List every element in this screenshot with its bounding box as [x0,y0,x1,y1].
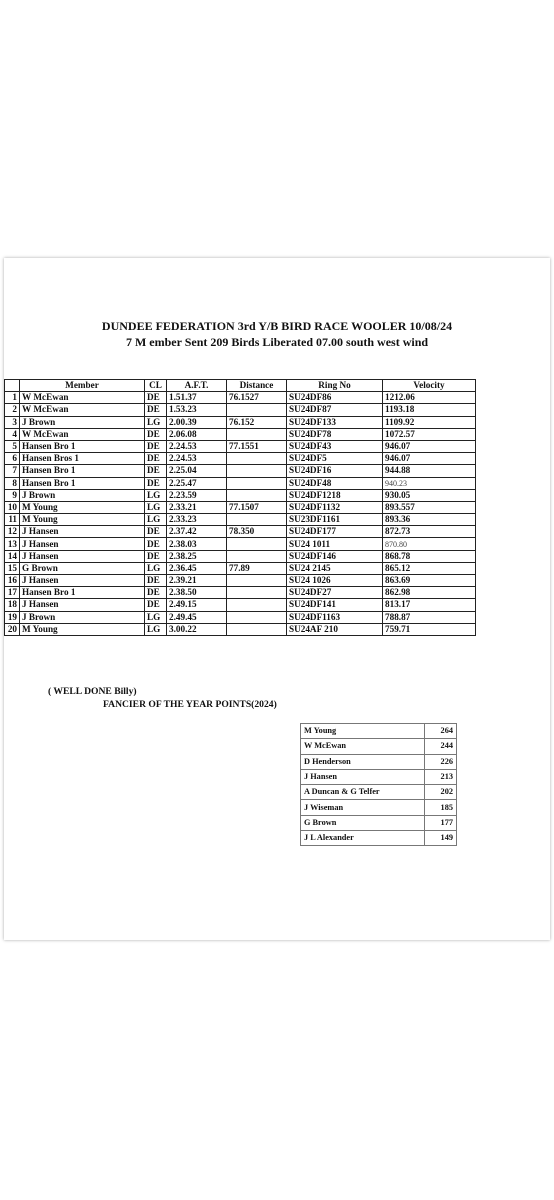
cell-ring-no: SU24 1011 [287,538,383,550]
cell-aft: 2.36.45 [167,562,227,574]
cell-ring-no: SU24DF5 [287,453,383,465]
cell-ring-no: SU24DF133 [287,416,383,428]
cell-distance [227,428,287,440]
cell-aft: 2.24.53 [167,453,227,465]
cell-distance: 77.89 [227,562,287,574]
fancier-name: J Hansen [301,769,425,784]
cell-member: J Brown [20,611,145,623]
list-item [301,754,457,769]
list-item [301,785,457,800]
fancier-name: W McEwan [301,739,425,754]
table-row [5,611,476,623]
cell-position: 5 [5,440,20,452]
cell-position: 15 [5,562,20,574]
table-row [5,562,476,574]
cell-member: G Brown [20,562,145,574]
cell-aft: 2.49.15 [167,599,227,611]
table-row [5,453,476,465]
cell-position: 8 [5,477,20,489]
cell-club: DE [145,453,167,465]
cell-member: Hansen Bro 1 [20,587,145,599]
cell-distance [227,623,287,635]
list-item [301,739,457,754]
cell-aft: 2.23.59 [167,489,227,501]
results-header-row [5,380,476,392]
fancier-name: M Young [301,724,425,739]
race-title: DUNDEE FEDERATION 3rd Y/B BIRD RACE WOOLER 10/08/24 [101,319,453,333]
cell-club: LG [145,623,167,635]
cell-velocity: 1072.57 [383,428,476,440]
cell-velocity: 865.12 [383,562,476,574]
cell-position: 4 [5,428,20,440]
list-item [301,800,457,815]
fancier-points: 149 [425,831,457,846]
cell-member: W McEwan [20,392,145,404]
cell-velocity: 759.71 [383,623,476,635]
cell-distance [227,550,287,562]
cell-club: LG [145,611,167,623]
cell-position: 11 [5,514,20,526]
table-row [5,550,476,562]
cell-aft: 2.37.42 [167,526,227,538]
cell-member: W McEwan [20,404,145,416]
cell-ring-no: SU24DF1218 [287,489,383,501]
cell-velocity: 893.36 [383,514,476,526]
cell-ring-no: SU24DF48 [287,477,383,489]
cell-club: DE [145,526,167,538]
points-table [300,723,457,846]
header-distance: Distance [227,380,287,392]
cell-ring-no: SU24DF141 [287,599,383,611]
cell-distance [227,587,287,599]
results-body [5,392,476,636]
cell-velocity: 868.78 [383,550,476,562]
cell-member: M Young [20,501,145,513]
table-row [5,587,476,599]
table-row [5,392,476,404]
cell-member: J Hansen [20,550,145,562]
cell-ring-no: SU24DF78 [287,428,383,440]
fancier-points: 213 [425,769,457,784]
race-subtitle: 7 M ember Sent 209 Birds Liberated 07.00 south west wind [125,335,429,349]
cell-distance: 76.1527 [227,392,287,404]
cell-ring-no: SU24 2145 [287,562,383,574]
table-row [5,538,476,550]
table-row [5,477,476,489]
table-row [5,526,476,538]
cell-ring-no: SU24AF 210 [287,623,383,635]
cell-member: M Young [20,514,145,526]
cell-position: 19 [5,611,20,623]
cell-aft: 2.38.50 [167,587,227,599]
cell-velocity: 930.05 [383,489,476,501]
cell-club: DE [145,392,167,404]
header-club: CL [145,380,167,392]
cell-position: 3 [5,416,20,428]
cell-distance [227,404,287,416]
cell-member: J Hansen [20,538,145,550]
header-member: Member [20,380,145,392]
cell-distance: 77.1507 [227,501,287,513]
cell-aft: 2.38.03 [167,538,227,550]
cell-aft: 1.51.37 [167,392,227,404]
table-row [5,501,476,513]
cell-member: J Brown [20,416,145,428]
cell-distance [227,514,287,526]
cell-velocity: 1109.92 [383,416,476,428]
cell-club: DE [145,599,167,611]
cell-member: Hansen Bro 1 [20,477,145,489]
cell-position: 7 [5,465,20,477]
header-aft: A.F.T. [167,380,227,392]
table-row [5,428,476,440]
cell-distance: 76.152 [227,416,287,428]
cell-velocity: 862.98 [383,587,476,599]
cell-club: DE [145,404,167,416]
cell-distance [227,599,287,611]
table-row [5,465,476,477]
header-velocity: Velocity [383,380,476,392]
fancier-name: G Brown [301,815,425,830]
cell-aft: 2.00.39 [167,416,227,428]
fancier-name: J Wiseman [301,800,425,815]
cell-distance [227,465,287,477]
cell-member: Hansen Bros 1 [20,453,145,465]
cell-member: J Hansen [20,599,145,611]
table-row [5,440,476,452]
fancier-name: D Henderson [301,754,425,769]
cell-distance [227,453,287,465]
cell-velocity: 893.557 [383,501,476,513]
cell-position: 17 [5,587,20,599]
cell-member: J Brown [20,489,145,501]
fancier-points: 185 [425,800,457,815]
cell-position: 13 [5,538,20,550]
table-row [5,404,476,416]
list-item [301,724,457,739]
cell-distance [227,538,287,550]
fancier-name: A Duncan & G Telfer [301,785,425,800]
cell-position: 1 [5,392,20,404]
cell-position: 18 [5,599,20,611]
cell-club: LG [145,514,167,526]
cell-club: DE [145,477,167,489]
cell-member: Hansen Bro 1 [20,465,145,477]
cell-ring-no: SU23DF1161 [287,514,383,526]
cell-member: Hansen Bro 1 [20,440,145,452]
cell-distance [227,611,287,623]
cell-ring-no: SU24DF1163 [287,611,383,623]
fancier-name: J L Alexander [301,831,425,846]
cell-position: 10 [5,501,20,513]
cell-ring-no: SU24DF87 [287,404,383,416]
cell-club: DE [145,440,167,452]
points-body [301,724,457,846]
cell-position: 16 [5,575,20,587]
table-row [5,416,476,428]
cell-ring-no: SU24DF43 [287,440,383,452]
cell-velocity: 1193.18 [383,404,476,416]
cell-position: 9 [5,489,20,501]
cell-club: LG [145,562,167,574]
cell-distance [227,575,287,587]
cell-distance [227,489,287,501]
cell-aft: 2.06.08 [167,428,227,440]
cell-velocity: 872.73 [383,526,476,538]
table-row [5,599,476,611]
fancier-points: 226 [425,754,457,769]
cell-club: DE [145,550,167,562]
cell-member: J Hansen [20,526,145,538]
list-item [301,769,457,784]
cell-velocity: 1212.06 [383,392,476,404]
cell-club: DE [145,465,167,477]
cell-aft: 2.49.45 [167,611,227,623]
cell-velocity: 870.80 [383,538,476,550]
cell-velocity: 813.17 [383,599,476,611]
cell-ring-no: SU24DF146 [287,550,383,562]
cell-position: 14 [5,550,20,562]
list-item [301,815,457,830]
cell-ring-no: SU24DF16 [287,465,383,477]
list-item [301,831,457,846]
cell-aft: 2.39.21 [167,575,227,587]
cell-club: DE [145,428,167,440]
cell-club: DE [145,538,167,550]
table-row [5,514,476,526]
document-page [4,258,550,940]
table-row [5,489,476,501]
table-row [5,575,476,587]
cell-velocity: 863.69 [383,575,476,587]
header-ring-no: Ring No [287,380,383,392]
cell-velocity: 944.88 [383,465,476,477]
cell-aft: 2.25.47 [167,477,227,489]
cell-position: 12 [5,526,20,538]
fancier-points: 264 [425,724,457,739]
fancier-points: 244 [425,739,457,754]
cell-club: DE [145,587,167,599]
cell-velocity: 940.23 [383,477,476,489]
cell-ring-no: SU24DF177 [287,526,383,538]
fancier-points: 202 [425,785,457,800]
cell-club: LG [145,489,167,501]
fancier-of-year-title: FANCIER OF THE YEAR POINTS(2024) [103,699,277,710]
table-row [5,623,476,635]
cell-aft: 2.25.04 [167,465,227,477]
cell-aft: 1.53.23 [167,404,227,416]
cell-member: J Hansen [20,575,145,587]
cell-distance: 77.1551 [227,440,287,452]
cell-position: 20 [5,623,20,635]
cell-ring-no: SU24 1026 [287,575,383,587]
cell-member: M Young [20,623,145,635]
cell-ring-no: SU24DF1132 [287,501,383,513]
cell-aft: 2.33.21 [167,501,227,513]
cell-velocity: 788.87 [383,611,476,623]
cell-velocity: 946.07 [383,440,476,452]
cell-aft: 2.24.53 [167,440,227,452]
cell-aft: 2.33.23 [167,514,227,526]
fancier-points: 177 [425,815,457,830]
cell-member: W McEwan [20,428,145,440]
cell-distance: 78.350 [227,526,287,538]
cell-velocity: 946.07 [383,453,476,465]
cell-aft: 3.00.22 [167,623,227,635]
cell-ring-no: SU24DF27 [287,587,383,599]
cell-position: 6 [5,453,20,465]
cell-club: LG [145,416,167,428]
cell-distance [227,477,287,489]
cell-club: LG [145,501,167,513]
header-position [5,380,20,392]
cell-ring-no: SU24DF86 [287,392,383,404]
cell-aft: 2.38.25 [167,550,227,562]
cell-position: 2 [5,404,20,416]
results-table [4,379,476,636]
cell-club: DE [145,575,167,587]
well-done-note: ( WELL DONE Billy) [48,686,137,697]
